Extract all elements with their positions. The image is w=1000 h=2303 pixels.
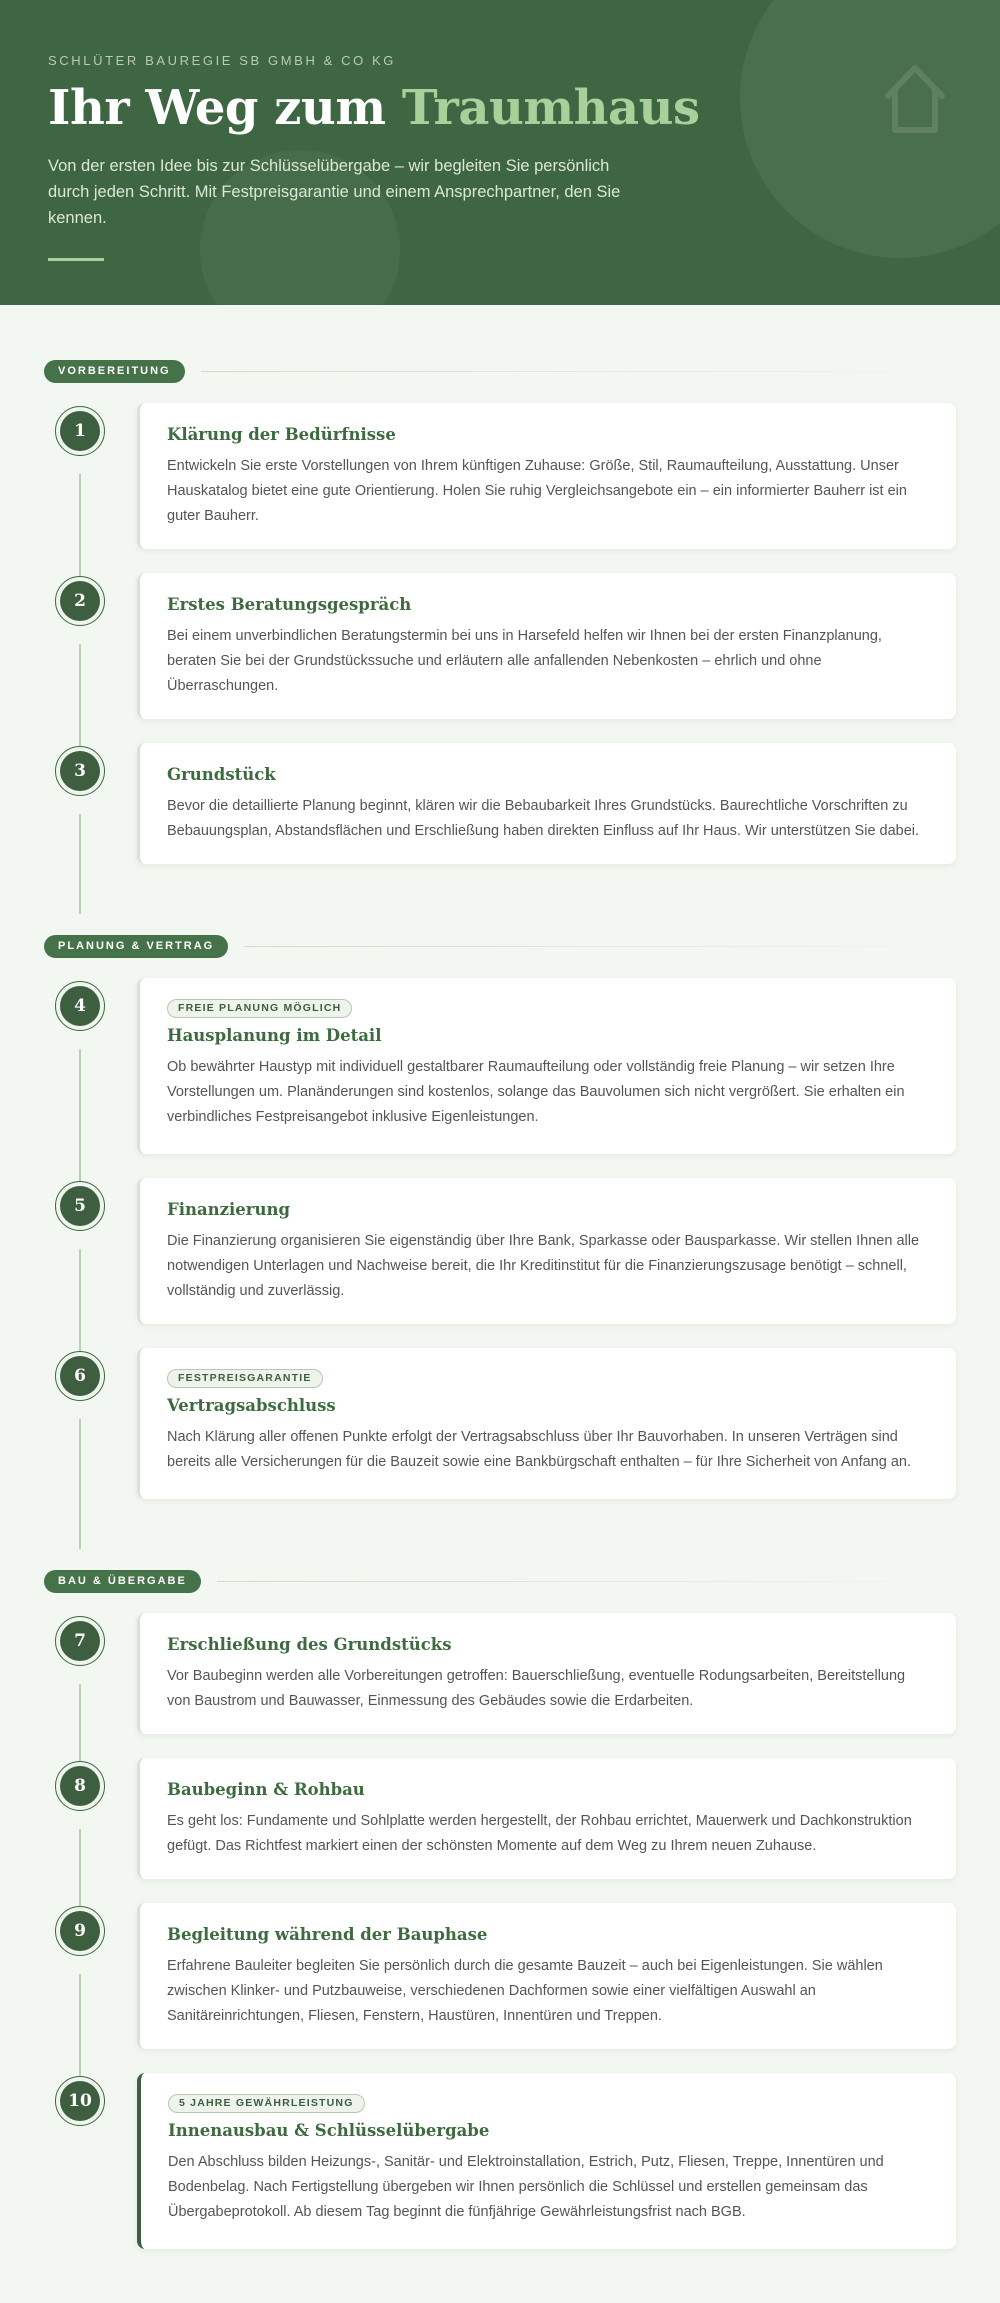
step-title: Baubeginn & Rohbau	[167, 1780, 365, 1799]
step-number-3: 3	[55, 746, 105, 796]
step-description: Nach Klärung aller offenen Punkte erfolgt der Vertragsabschluss über Ihr Bauvorhaben. In unseren Verträgen sind bereits alle Versicherungen für die Bauzeit sowie eine Bankbürgschaft enthalten – für Ihre Sicherheit von Anfang an.	[167, 1429, 911, 1470]
step-title: Hausplanung im Detail	[167, 1026, 382, 1045]
house-icon	[880, 58, 950, 138]
step-description: Vor Baubeginn werden alle Vorbereitungen getroffen: Bauerschließung, eventuelle Rodungsarbeiten, Bereitstellung von Baustrom und Bauwasser, Einmessung des Gebäudes sowie die Erdarbeiten.	[167, 1668, 906, 1709]
step-number-8: 8	[55, 1761, 105, 1811]
step-description: Ob bewährter Haustyp mit individuell gestaltbarer Raumaufteilung oder vollständig freie Planung – wir setzen Ihre Vorstellungen um. Planänderungen sind kostenlos, solange das Bauvolumen sich nicht vergrößert. Sie erhalten ein verbindliches Festpreisangebot inklusive Eigenleistungen.	[167, 1059, 905, 1125]
step-number-4: 4	[55, 981, 105, 1031]
hero-divider	[48, 258, 104, 261]
title-accent: Traumhaus	[401, 80, 700, 136]
step-title: Erstes Beratungsgespräch	[167, 595, 412, 614]
step-card-5	[137, 1178, 956, 1324]
step-card-3	[137, 743, 956, 864]
timeline-connector	[79, 814, 81, 914]
phase-divider	[244, 946, 956, 947]
step-card-2	[137, 573, 956, 719]
step-number-6: 6	[55, 1351, 105, 1401]
step-number-1: 1	[55, 406, 105, 456]
step-card-4	[137, 978, 956, 1154]
step-card-8	[137, 1758, 956, 1879]
step-number-10: 10	[55, 2076, 105, 2126]
step-title: Vertragsabschluss	[167, 1396, 336, 1415]
hero-section	[0, 0, 1000, 305]
step-title: Klärung der Bedürfnisse	[167, 425, 396, 444]
decorative-circle	[740, 0, 1000, 258]
step-title: Erschließung des Grundstücks	[167, 1635, 452, 1654]
phase-header-bau	[44, 1570, 956, 1593]
step-title: Finanzierung	[167, 1200, 291, 1219]
phase-badge: VORBEREITUNG	[44, 360, 185, 383]
page-title	[48, 80, 700, 136]
timeline-connector	[79, 644, 81, 754]
step-description: Erfahrene Bauleiter begleiten Sie persönlich durch die gesamte Bauzeit – auch bei Eigenleistungen. Sie wählen zwischen Klinker- und Putzbauweise, verschiedenen Dachformen sowie einer vielfältigen Auswahl an Sanitäreinrichtungen, Fliesen, Fenstern, Haustüren, Innentüren und Treppen.	[167, 1958, 883, 2024]
timeline-connector	[79, 1974, 81, 2079]
step-card-10	[137, 2073, 956, 2249]
step-card-6	[137, 1348, 956, 1499]
timeline-connector	[79, 1419, 81, 1549]
step-description: Die Finanzierung organisieren Sie eigenständig über Ihre Bank, Sparkasse oder Bausparkasse. Wir stellen Ihnen alle notwendigen Unterlagen und Nachweise bereit, die Ihr Kreditinstitut für die Finanzierungszusage benötigt – schnell, vollständig und zuverlässig.	[167, 1233, 920, 1299]
company-name: SCHLÜTER BAUREGIE SB GMBH & CO KG	[48, 53, 397, 68]
step-description: Entwickeln Sie erste Vorstellungen von Ihrem künftigen Zuhause: Größe, Stil, Raumaufteilung, Ausstattung. Unser Hauskatalog bietet eine gute Orientierung. Holen Sie ruhig Vergleichsangebote ein – ein informierter Bauherr ist ein guter Bauherr.	[167, 458, 907, 524]
timeline-connector	[79, 1249, 81, 1354]
step-card-1	[137, 403, 956, 549]
phase-badge: BAU & ÜBERGABE	[44, 1570, 201, 1593]
step-card-7	[137, 1613, 956, 1734]
phase-divider	[201, 371, 956, 372]
step-card-9	[137, 1903, 956, 2049]
timeline-connector	[79, 474, 81, 584]
step-title: Grundstück	[167, 765, 276, 784]
timeline-connector	[79, 1049, 81, 1184]
phase-header-planung	[44, 935, 956, 958]
step-number-9: 9	[55, 1906, 105, 1956]
step-description: Den Abschluss bilden Heizungs-, Sanitär- und Elektroinstallation, Estrich, Putz, Fliesen, Treppe, Innentüren und Bodenbelag. Nach Fertigstellung übergeben wir Ihnen persönlich die Schlüssel und erstellen gemeinsam das Übergabeprotokoll. Ab diesem Tag beginnt die fünfjährige Gewährleistungsfrist nach BGB.	[168, 2154, 884, 2220]
step-number-2: 2	[55, 576, 105, 626]
title-main: Ihr Weg zum	[48, 80, 386, 136]
step-description: Es geht los: Fundamente und Sohlplatte werden hergestellt, der Rohbau errichtet, Mauerwerk und Dachkonstruktion gefügt. Das Richtfest markiert einen der schönsten Momente auf dem Weg zu Ihrem neuen Zuhause.	[167, 1813, 912, 1854]
feature-tag: 5 JAHRE GEWÄHRLEISTUNG	[168, 2094, 365, 2113]
step-number-7: 7	[55, 1616, 105, 1666]
feature-tag: FREIE PLANUNG MÖGLICH	[167, 999, 352, 1018]
feature-tag: FESTPREISGARANTIE	[167, 1369, 323, 1388]
step-description: Bevor die detaillierte Planung beginnt, klären wir die Bebaubarkeit Ihres Grundstücks. Baurechtliche Vorschriften zu Bebauungsplan, Abstandsflächen und Erschließung haben direkten Einfluss auf Ihr Haus. Wir unterstützen Sie dabei.	[167, 798, 920, 839]
step-title: Innenausbau & Schlüsselübergabe	[168, 2121, 490, 2140]
step-title: Begleitung während der Bauphase	[167, 1925, 488, 1944]
phase-badge: PLANUNG & VERTRAG	[44, 935, 228, 958]
step-description: Bei einem unverbindlichen Beratungstermin bei uns in Harsefeld helfen wir Ihnen bei der ersten Finanzplanung, beraten Sie bei der Grundstückssuche und erläutern alle anfallenden Nebenkosten – ehrlich und ohne Überraschungen.	[167, 628, 882, 694]
step-number-5: 5	[55, 1181, 105, 1231]
phase-header-vorbereitung	[44, 360, 956, 383]
hero-intro: Von der ersten Idee bis zur Schlüsselübergabe – wir begleiten Sie persönlich durch jeden Schritt. Mit Festpreisgarantie und einem Ansprechpartner, den Sie kennen.	[48, 157, 621, 227]
phase-divider	[217, 1581, 956, 1582]
